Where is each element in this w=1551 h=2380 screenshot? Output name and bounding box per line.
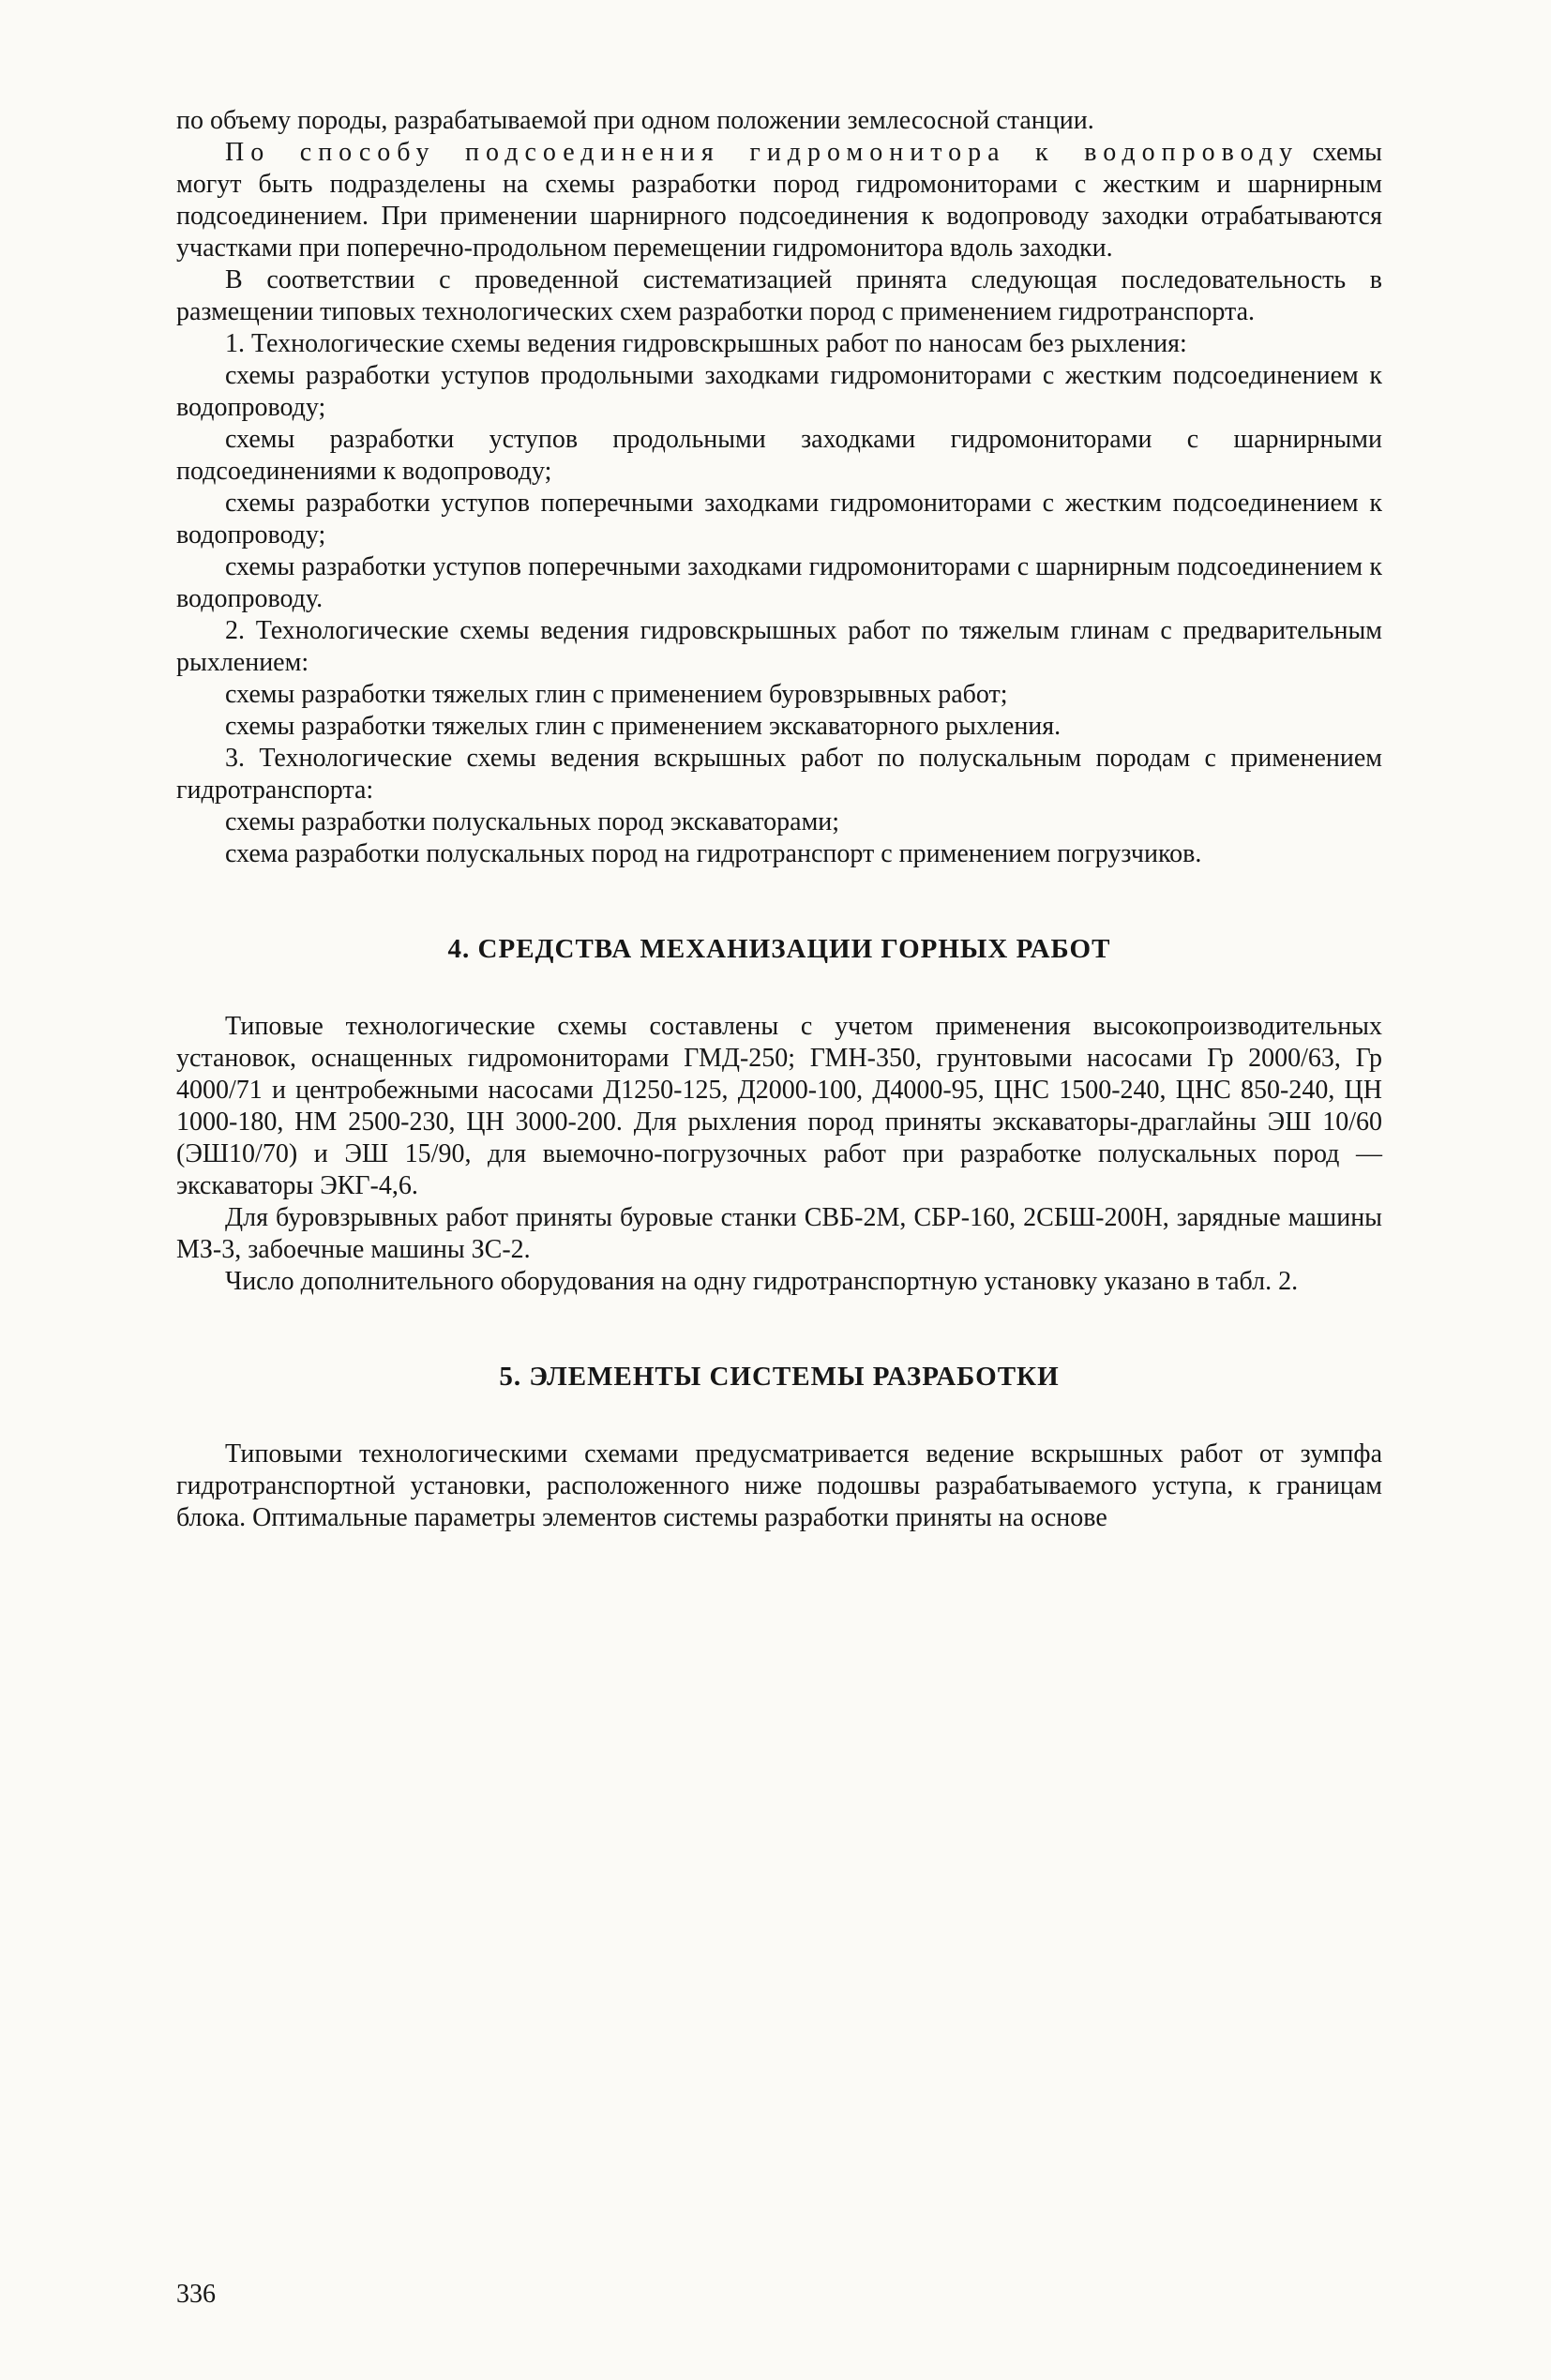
paragraph-rest: схемы могут быть подразделены на схемы разработки пород гидромониторами с жестким и шарнирным подсоединением. При применении шарнирного подсоединения к водопроводу заходки отрабатываются участками при поперечно-продольном перемещении гидромонитора вдоль заходки. [176, 138, 1382, 263]
list-item-1-intro: 1. Технологические схемы ведения гидровскрышных работ по наносам без рыхления: [225, 329, 1187, 358]
letterspaced-emphasis: По способу подсоединения гидромонитора к водопроводу [225, 138, 1300, 167]
list-item-1-sub-3: схемы разработки уступов поперечными заходками гидромониторами с жестким подсоединением к водопроводу; [176, 489, 1382, 550]
list-item-2-sub-2: схемы разработки тяжелых глин с применением экскаваторного рыхления. [225, 712, 1062, 741]
list-item-3-sub-1: схемы разработки полускальных пород экскаваторами; [225, 807, 840, 836]
list-item-3-sub-2: схема разработки полускальных пород на гидротранспорт с применением погрузчиков. [225, 839, 1202, 868]
page-number: 336 [176, 2280, 216, 2309]
section-5-paragraph-1: Типовыми технологическими схемами предусматривается ведение вскрышных работ от зумпфа гидротранспортной установки, расположенного ниже подошвы разрабатываемого уступа, к границам блока. Оптимальные параметры элементов системы разработки приняты на основе [176, 1439, 1382, 1532]
paragraph-systematization: В соответствии с проведенной систематизацией принята следующая последовательность в размещении типовых технологических схем разработки пород с применением гидротранспорта. [176, 265, 1382, 326]
section-4-heading: 4. СРЕДСТВА МЕХАНИЗАЦИИ ГОРНЫХ РАБОТ [447, 934, 1111, 964]
section-5-heading: 5. ЭЛЕМЕНТЫ СИСТЕМЫ РАЗРАБОТКИ [499, 1362, 1060, 1392]
text-column [176, 105, 1382, 1534]
section-4-paragraph-3: Число дополнительного оборудования на одну гидротранспортную установку указано в табл. 2. [225, 1267, 1299, 1296]
section-4-paragraph-2: Для буровзрывных работ приняты буровые станки СВБ-2М, СБР-160, 2СБШ-200Н, зарядные машины МЗ-3, забоечные машины ЗС-2. [176, 1203, 1382, 1264]
list-item-1-sub-2: схемы разработки уступов продольными заходками гидромониторами с шарнирными подсоединениями к водопроводу; [176, 425, 1382, 486]
paragraph-connection-method [176, 137, 1382, 264]
list-item-2-sub-1: схемы разработки тяжелых глин с применением буровзрывных работ; [225, 680, 1008, 709]
section-4-paragraph-1: Типовые технологические схемы составлены с учетом применения высокопроизводительных установок, оснащенных гидромониторами ГМД-250; ГМН-350, грунтовыми насосами Гр 2000/63, Гр 4000/71 и центробежными насосами Д1250-125, Д2000-100, Д4000-95, ЦНС 1500-240, ЦНС 850-240, ЦН 1000-180, НМ 2500-230, ЦН 3000-200. Для рыхления пород приняты экскаваторы-драглайны ЭШ 10/60 (ЭШ10/70) и ЭШ 15/90, для выемочно-погрузочных работ при разработке полускальных пород — экскаваторы ЭКГ-4,6. [176, 1012, 1382, 1200]
list-item-3-intro: 3. Технологические схемы ведения вскрышных работ по полускальным породам с применением гидротранспорта: [176, 744, 1382, 805]
list-item-2-intro: 2. Технологические схемы ведения гидровскрышных работ по тяжелым глинам с предварительным рыхлением: [176, 616, 1382, 677]
paragraph-continuation: по объему породы, разрабатываемой при одном положении землесосной станции. [176, 106, 1094, 135]
list-item-1-sub-1: схемы разработки уступов продольными заходками гидромониторами с жестким подсоединением к водопроводу; [176, 361, 1382, 422]
list-item-1-sub-4: схемы разработки уступов поперечными заходками гидромониторами с шарнирным подсоединением к водопроводу. [176, 552, 1382, 613]
